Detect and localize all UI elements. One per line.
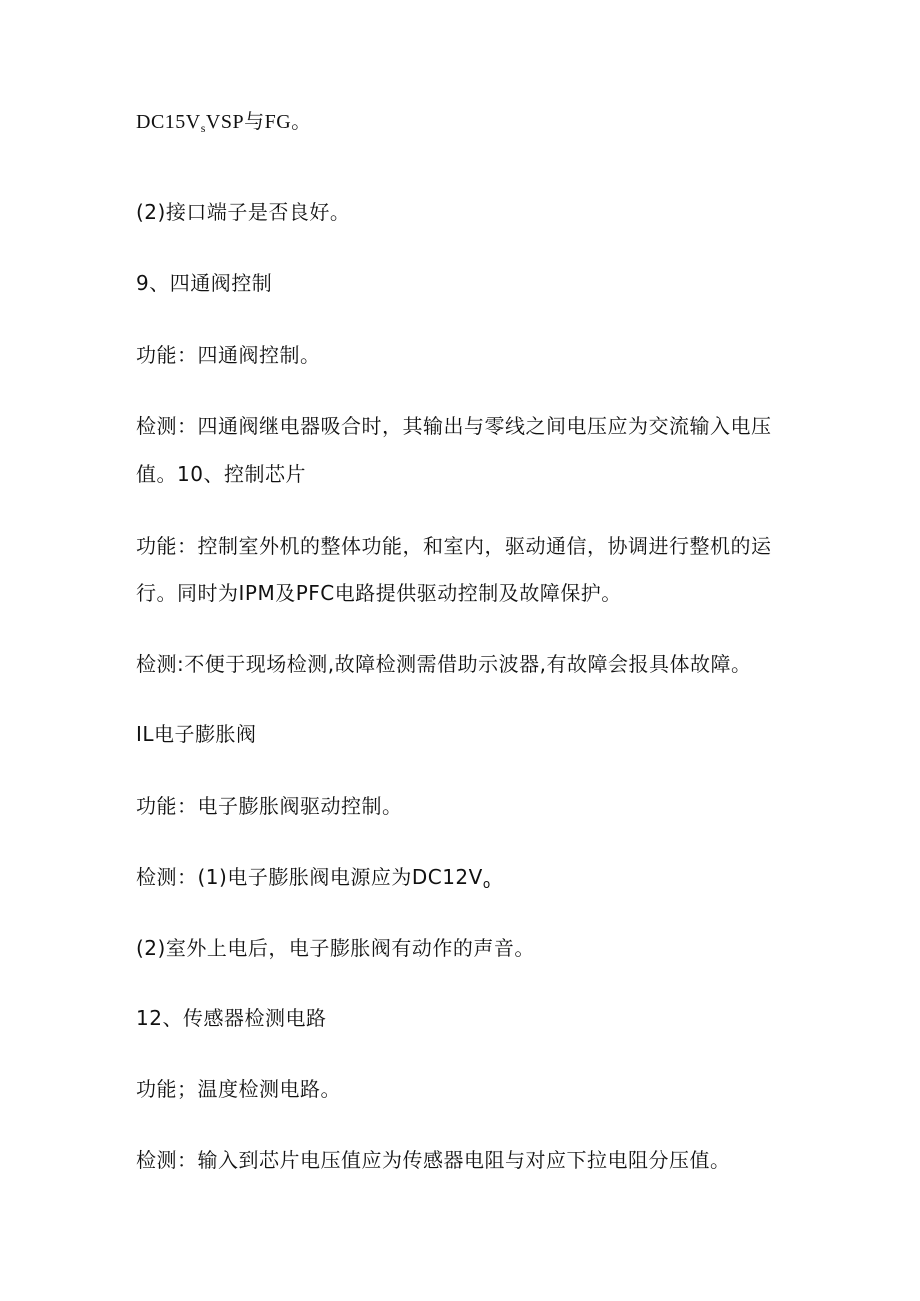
line-value-control-chip: 值。10、控制芯片	[136, 462, 306, 486]
heading-sensor-circuit: 12、传感器检测电路	[136, 1006, 327, 1030]
line-expansion-detection-1	[136, 863, 776, 891]
line-chip-detection: 检测:不便于现场检测,故障检测需借助示波器,有故障会报具体故障。	[136, 652, 752, 676]
heading-expansion-valve: IL电子膨胀阀	[136, 722, 257, 746]
line-four-way-function: 功能：四通阀控制。	[136, 343, 321, 367]
line-expansion-function: 功能：电子膨胀阀驱动控制。	[136, 794, 403, 818]
subscript-s: s	[200, 121, 206, 135]
line-four-way-detection: 检测：四通阀继电器吸合时，其输出与零线之间电压应为交流输入电压	[136, 414, 772, 438]
line-chip-function: 功能：控制室外机的整体功能，和室内，驱动通信，协调进行整机的运	[136, 534, 772, 558]
line-vsp-fg-text: VSP与FG。	[205, 111, 312, 133]
line-sensor-detection: 检测：输入到芯片电压值应为传感器电阻与对应下拉电阻分压值。	[136, 1148, 731, 1172]
subscript-o: o	[482, 877, 491, 891]
heading-four-way-valve: 9、四通阀控制	[136, 271, 273, 295]
line-interface-terminal: (2)接口端子是否良好。	[136, 200, 351, 224]
line-sensor-function: 功能；温度检测电路。	[136, 1077, 341, 1101]
line-chip-function-cont: 行。同时为IPM及PFC电路提供驱动控制及故障保护。	[136, 581, 622, 605]
line-expansion-detection-2: (2)室外上电后，电子膨胀阀有动作的声音。	[136, 936, 535, 960]
line-expansion-power-text: 检测：(1)电子膨胀阀电源应为DC12V	[136, 865, 483, 889]
line-dc15v-text: DC15V	[136, 111, 201, 133]
line-dc15v-vsp-fg	[136, 108, 776, 136]
